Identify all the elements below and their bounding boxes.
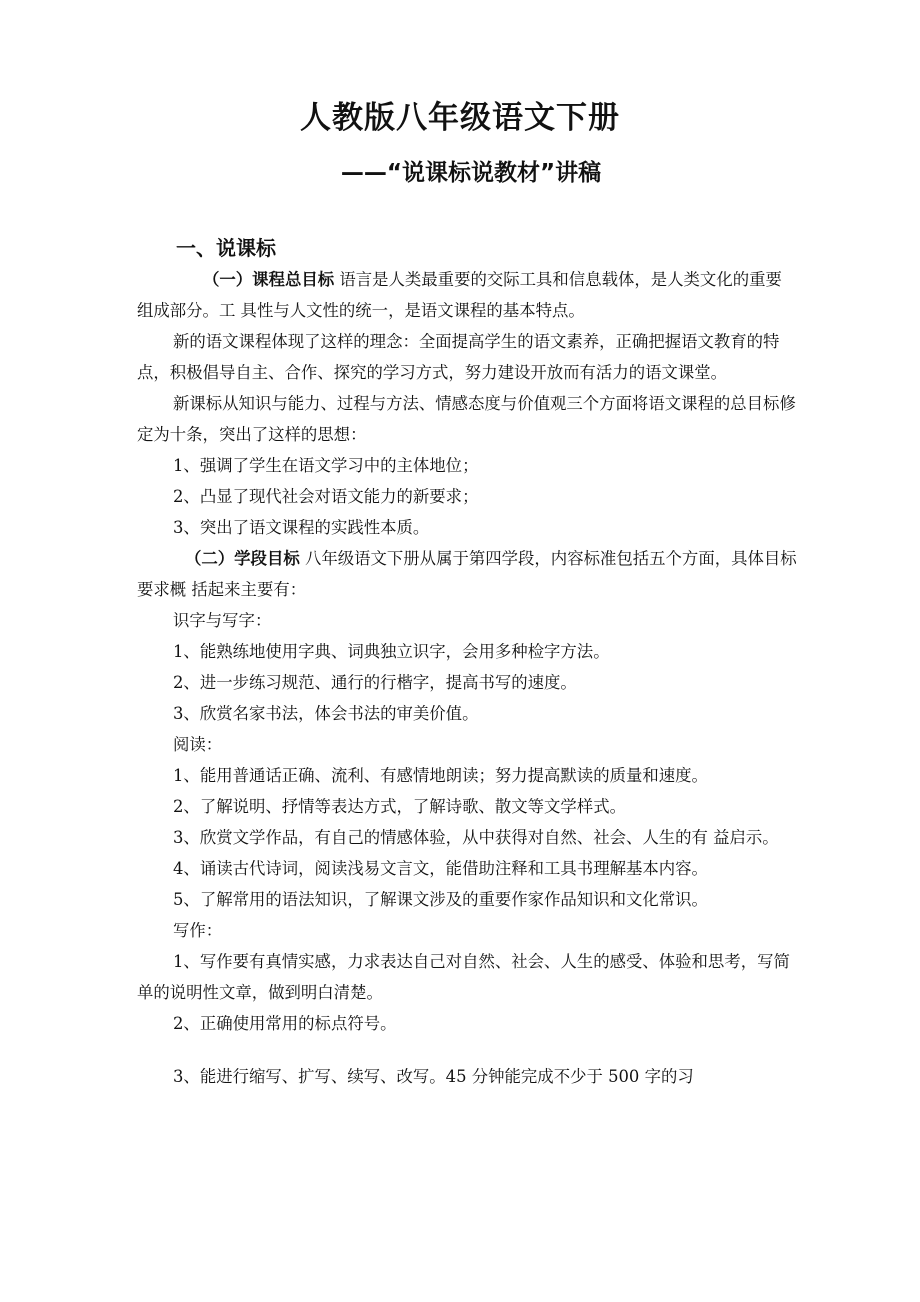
section-heading-curriculum-standard: 一、说课标 bbox=[176, 236, 276, 260]
document-body bbox=[137, 264, 797, 1092]
document-subtitle: ——“说课标说教材”讲稿 bbox=[340, 160, 602, 186]
list-item: 3、能进行缩写、扩写、续写、改写。45 分钟能完成不少于 500 字的习 bbox=[173, 1067, 694, 1086]
list-item: 1、强调了学生在语文学习中的主体地位； bbox=[173, 456, 479, 475]
list-item: 4、诵读古代诗词，阅读浅易文言文，能借助注释和工具书理解基本内容。 bbox=[173, 859, 708, 878]
list-item: 3、突出了语文课程的实践性本质。 bbox=[173, 518, 430, 537]
reading-label: 阅读： bbox=[173, 735, 223, 754]
paragraph-overall-goal bbox=[137, 264, 797, 326]
literacy-label: 识字与写字： bbox=[173, 611, 272, 630]
stage-goal-text: 八年级语文下册从属于第四学段，内容标准包括五个方面，具体目标要求概 括起来主要有： bbox=[137, 549, 797, 599]
paragraph-concept: 新的语文课程体现了这样的理念：全面提高学生的语文素养，正确把握语文教育的特点，积极倡导自主、合作、探究的学习方式，努力建设开放而有活力的语文课堂。 bbox=[137, 332, 780, 382]
list-item: 2、正确使用常用的标点符号。 bbox=[173, 1014, 397, 1033]
list-item: 1、写作要有真情实感，力求表达自己对自然、社会、人生的感受、体验和思考，写简单的说明性文章，做到明白清楚。 bbox=[137, 952, 790, 1002]
list-item: 1、能熟练地使用字典、词典独立识字，会用多种检字方法。 bbox=[173, 642, 610, 661]
list-item: 2、了解说明、抒情等表达方式，了解诗歌、散文等文学样式。 bbox=[173, 797, 626, 816]
paragraph-goal-intro: 新课标从知识与能力、过程与方法、情感态度与价值观三个方面将语文课程的总目标修定为十条，突出了这样的思想： bbox=[137, 394, 796, 444]
list-item: 3、欣赏名家书法，体会书法的审美价值。 bbox=[173, 704, 479, 723]
list-item: 2、进一步练习规范、通行的行楷字，提高书写的速度。 bbox=[173, 673, 577, 692]
list-item: 1、能用普通话正确、流利、有感情地朗读；努力提高默读的质量和速度。 bbox=[173, 766, 708, 785]
subsection-heading-stage-goal: （二）学段目标 bbox=[185, 549, 300, 568]
document-title: 人教版八年级语文下册 bbox=[300, 100, 620, 136]
list-item: 2、凸显了现代社会对语文能力的新要求； bbox=[173, 487, 479, 506]
list-item: 3、欣赏文学作品，有自己的情感体验，从中获得对自然、社会、人生的有 益启示。 bbox=[173, 828, 779, 847]
writing-label: 写作： bbox=[173, 921, 223, 940]
paragraph-stage-goal bbox=[137, 543, 797, 605]
list-item: 5、了解常用的语法知识，了解课文涉及的重要作家作品知识和文化常识。 bbox=[173, 890, 708, 909]
subsection-heading-overall-goal: （一）课程总目标 bbox=[203, 270, 335, 289]
overall-goal-text: 语言是人类最重要的交际工具和信息载体，是人类文化的重要组成部分。工 具性与人文性的统一，是语文课程的基本特点。 bbox=[137, 270, 782, 320]
